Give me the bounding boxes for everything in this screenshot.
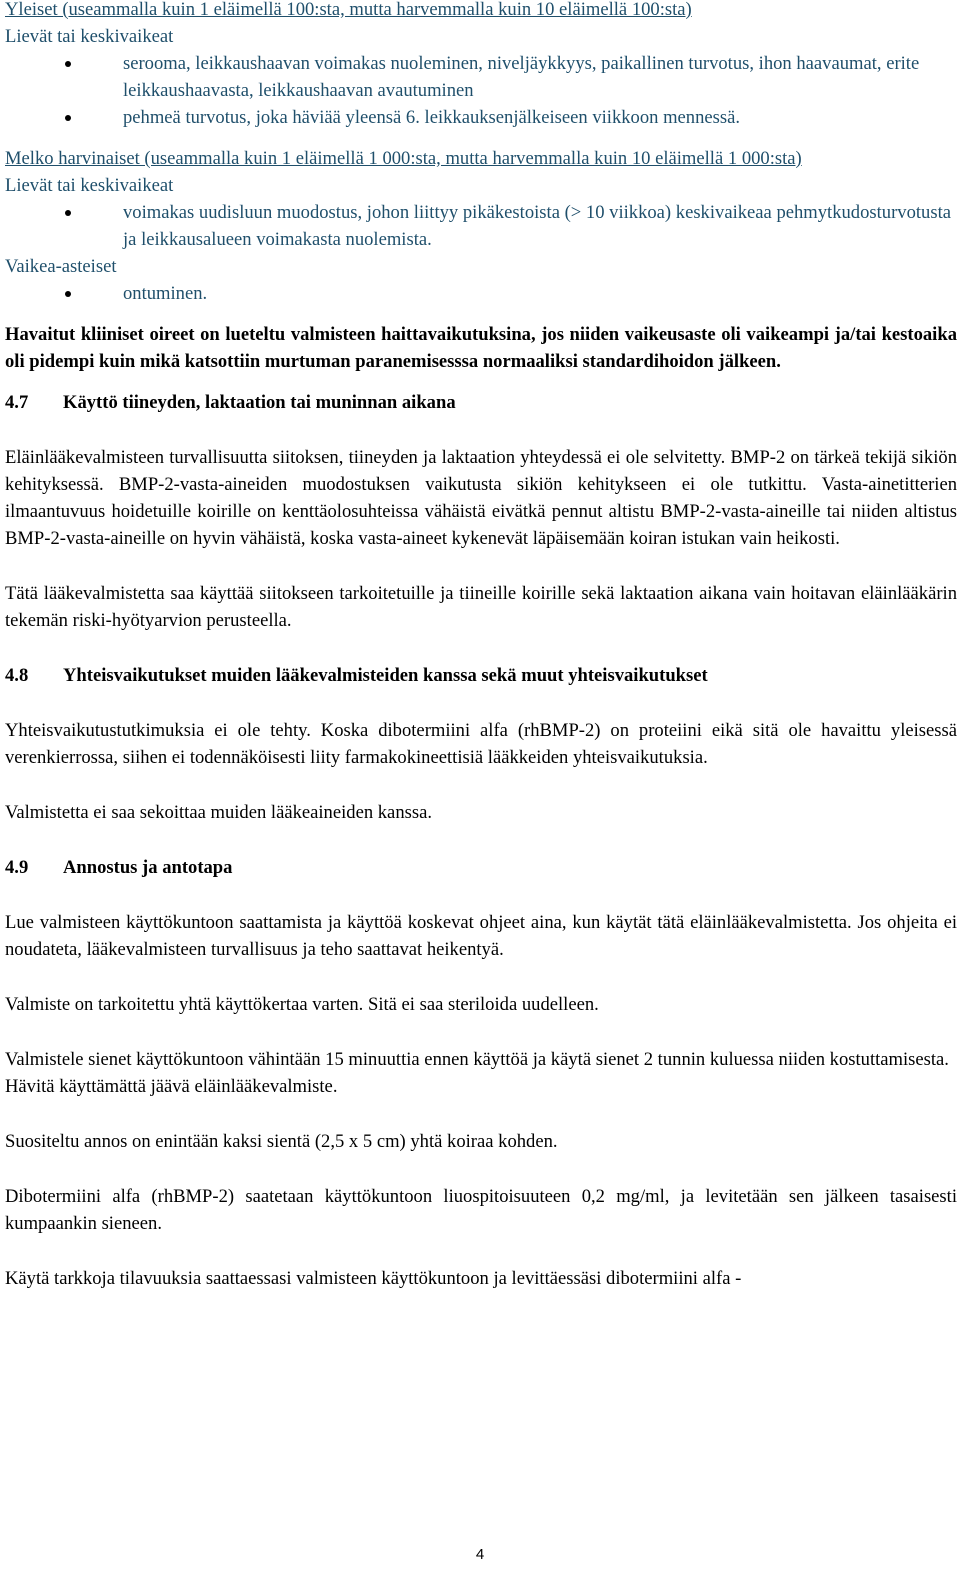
list-item: serooma, leikkaushaavan voimakas nuoleminen, niveljäykkyys, paikallinen turvotus, ihon haavaumat, erite leikkaushaavasta, leikkaushaavan avautuminen	[123, 50, 957, 104]
paragraph: Lue valmisteen käyttökuntoon saattamista ja käyttöä koskevat ohjeet aina, kun käytät tätä eläinlääkevalmistetta. Jos ohjeita ei noudateta, lääkevalmisteen turvallisuus ja teho saattavat heikentyä.	[5, 912, 957, 960]
clinical-signs-note: Havaitut kliiniset oireet on lueteltu valmisteen haittavaikutuksina, jos niiden vaikeusaste oli vaikeampi ja/tai kestoaika oli pidempi kuin mikä katsottiin murtuman paranemisesssa normaaliksi standardihoidon jälkeen.	[5, 324, 957, 372]
paragraph: Valmistetta ei saa sekoittaa muiden lääkeaineiden kanssa.	[5, 802, 432, 823]
document-page	[5, 0, 957, 1292]
section-title: Annostus ja antotapa	[63, 857, 233, 878]
paragraph: Dibotermiini alfa (rhBMP-2) saatetaan käyttökuntoon liuospitoisuuteen 0,2 mg/ml, ja levitetään sen jälkeen tasaisesti kumpaankin sieneen.	[5, 1186, 957, 1234]
bullet-list	[5, 50, 957, 131]
section-title: Yhteisvaikutukset muiden lääkevalmisteiden kanssa sekä muut yhteisvaikutukset	[63, 665, 708, 686]
section-heading-4-7	[5, 389, 957, 416]
paragraph: Valmiste on tarkoitettu yhtä käyttökertaa varten. Sitä ei saa steriloida uudelleen.	[5, 994, 599, 1015]
frequency-header-uncommon: Melko harvinaiset (useammalla kuin 1 eläimellä 1 000:sta, mutta harvemmalla kuin 10 eläimellä 1 000:sta)	[5, 148, 802, 169]
adverse-frequency-uncommon	[5, 145, 957, 307]
bullet-list	[5, 199, 957, 253]
paragraph: Eläinlääkevalmisteen turvallisuutta siitoksen, tiineyden ja laktaation yhteydessä ei ole selvitetty. BMP-2 on tärkeä tekijä sikiön kehityksessä. BMP-2-vasta-aineiden muodostuksen vaikutusta sikiön kehitykseen ei ole tutkittu. Vasta-ainetitterien ilmaantuvuus hoidetuille koirille on kenttäolosuhteissa vähäistä eivätkä pennut altistu BMP-2-vasta-aineille tai niiden altistus BMP-2-vasta-aineille on hyvin vähäistä, koska vasta-aineet kykenevät läpäisemään koiran istukan vain heikosti.	[5, 447, 957, 549]
paragraph: Valmistele sienet käyttökuntoon vähintään 15 minuuttia ennen käyttöä ja käytä sienet 2 tunnin kuluessa niiden kostuttamisesta.	[5, 1049, 949, 1070]
severity-label-severe: Vaikea-asteiset	[5, 256, 117, 277]
adverse-frequency-common	[5, 0, 957, 131]
list-item: voimakas uudisluun muodostus, johon liittyy pikäkestoista (> 10 viikkoa) keskivaikeaa pehmytkudosturvotusta ja leikkausalueen voimakasta nuolemista.	[123, 199, 957, 253]
bullet-list	[5, 280, 957, 307]
section-title: Käyttö tiineyden, laktaation tai muninnan aikana	[63, 392, 456, 413]
paragraph: Tätä lääkevalmistetta saa käyttää siitokseen tarkoitetuille ja tiineille koirille sekä laktaation aikana vain hoitavan eläinlääkärin tekemän riski-hyötyarvion perusteella.	[5, 583, 957, 631]
list-item: pehmeä turvotus, joka häviää yleensä 6. leikkauksenjälkeiseen viikkoon mennessä.	[123, 104, 957, 131]
paragraph: Käytä tarkkoja tilavuuksia saattaessasi valmisteen käyttökuntoon ja levittäessäsi dibotermiini alfa -	[5, 1268, 742, 1289]
section-number: 4.8	[5, 665, 29, 686]
page-number: 4	[475, 1546, 485, 1563]
section-heading-4-8	[5, 662, 957, 689]
paragraph: Suositeltu annos on enintään kaksi sientä (2,5 x 5 cm) yhtä koiraa kohden.	[5, 1131, 558, 1152]
section-heading-4-9	[5, 854, 957, 881]
frequency-header-common: Yleiset (useammalla kuin 1 eläimellä 100:sta, mutta harvemmalla kuin 10 eläimellä 100:sta)	[5, 0, 692, 20]
paragraph: Yhteisvaikutustutkimuksia ei ole tehty. Koska dibotermiini alfa (rhBMP-2) on proteiini eikä sitä ole havaittu yleisessä verenkierrossa, siihen ei todennäköisesti liity farmakokineettisiä lääkkeiden yhteisvaikutuksia.	[5, 720, 957, 768]
list-item: ontuminen.	[123, 280, 957, 307]
paragraph: Hävitä käyttämättä jäävä eläinlääkevalmiste.	[5, 1076, 338, 1097]
section-number: 4.9	[5, 857, 29, 878]
section-number: 4.7	[5, 392, 29, 413]
severity-label: Lievät tai keskivaikeat	[5, 175, 174, 196]
severity-label: Lievät tai keskivaikeat	[5, 26, 174, 47]
